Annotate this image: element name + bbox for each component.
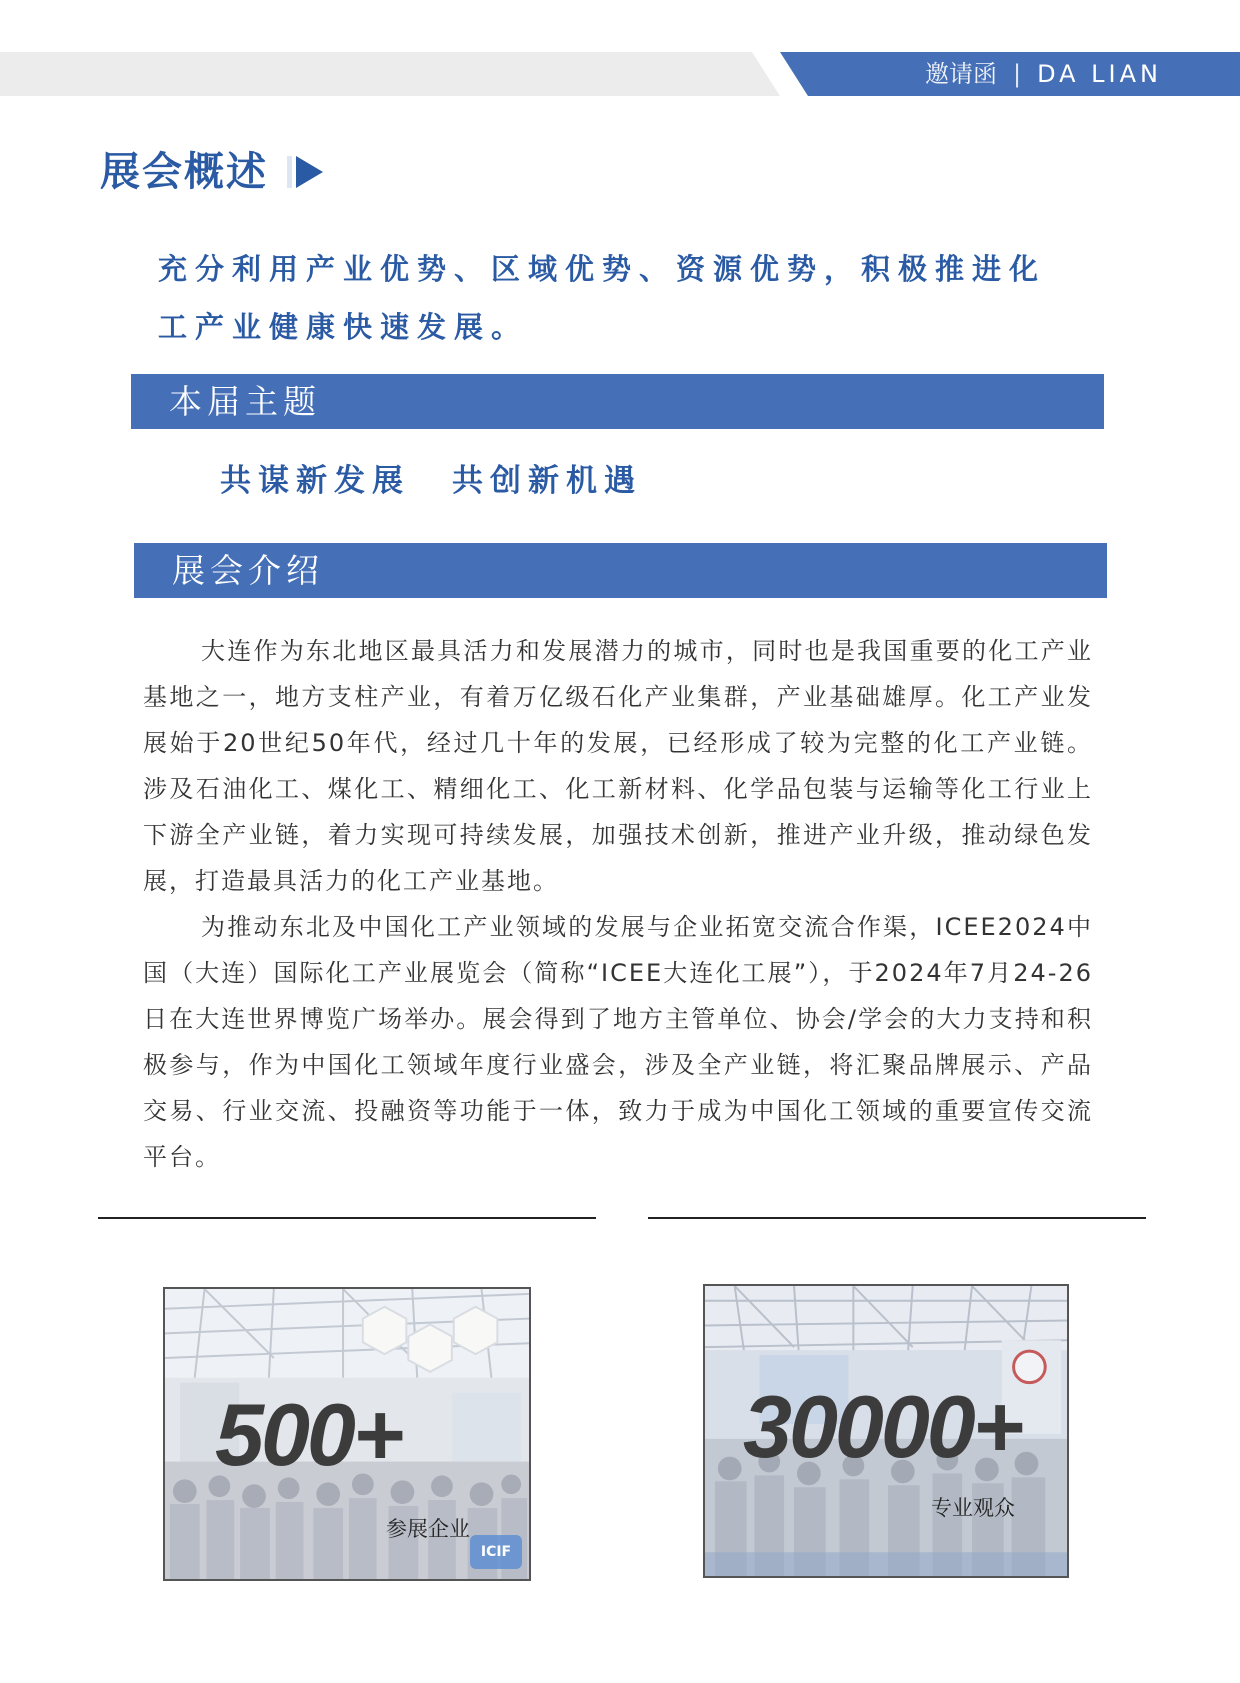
stat-label-exhibitors: 参展企业 xyxy=(386,1517,470,1541)
header-invitation: 邀请函 xyxy=(924,60,997,88)
theme-heading-band: 本届主题 xyxy=(131,374,1104,429)
stat-card-exhibitors xyxy=(163,1287,531,1581)
theme-part-1: 共谋新发展 xyxy=(220,463,410,499)
header-label xyxy=(925,52,1162,96)
stat-number-exhibitors: 500+ xyxy=(215,1385,402,1484)
icip-logo-badge: ICIF xyxy=(470,1535,522,1569)
page-title: 展会概述 xyxy=(100,149,268,195)
theme-part-2: 共创新机遇 xyxy=(452,463,642,499)
intro-heading-band: 展会介绍 xyxy=(134,543,1107,598)
header-separator: | xyxy=(1012,60,1022,88)
stat-label-visitors: 专业观众 xyxy=(931,1496,1015,1520)
slogan-line-2: 工产业健康快速发展。 xyxy=(158,310,529,344)
theme-text xyxy=(220,455,642,500)
intro-paragraph-1: 大连作为东北地区最具活力和发展潜力的城市，同时也是我国重要的化工产业基地之一，地方支柱产业，有着万亿级石化产业集群，产业基础雄厚。化工产业发展始于20世纪50年代，经过几十年的发展，已经形成了较为完整的化工产业链。涉及石油化工、煤化工、精细化工、化工新材料、化学品包装与运输等化工行业上下游全产业链，着力实现可持续发展，加强技术创新，推进产业升级，推动绿色发展，打造最具活力的化工产业基地。 xyxy=(143,637,1093,895)
header-bar-gray xyxy=(0,52,780,96)
slogan xyxy=(158,240,1047,356)
play-arrow-icon xyxy=(287,152,327,192)
intro-paragraph-2: 为推动东北及中国化工产业领域的发展与企业拓宽交流合作渠，ICEE2024中国（大连）国际化工产业展览会（简称“ICEE大连化工展”），于2024年7月24-26日在大连世界博览广场举办。展会得到了地方主管单位、协会/学会的大力支持和积极参与，作为中国化工领域年度行业盛会，涉及全产业链，将汇聚品牌展示、产品交易、行业交流、投融资等功能于一体，致力于成为中国化工领域的重要宣传交流平台。 xyxy=(143,913,1093,1171)
slogan-line-1: 充分利用产业优势、区域优势、资源优势，积极推进化 xyxy=(158,252,1047,286)
stat-number-visitors: 30000+ xyxy=(743,1377,1022,1476)
header-city: DA LIAN xyxy=(1037,60,1162,88)
intro-body xyxy=(143,628,1093,1180)
divider-left xyxy=(98,1217,596,1219)
divider-right xyxy=(648,1217,1146,1219)
stat-card-visitors xyxy=(703,1284,1069,1578)
